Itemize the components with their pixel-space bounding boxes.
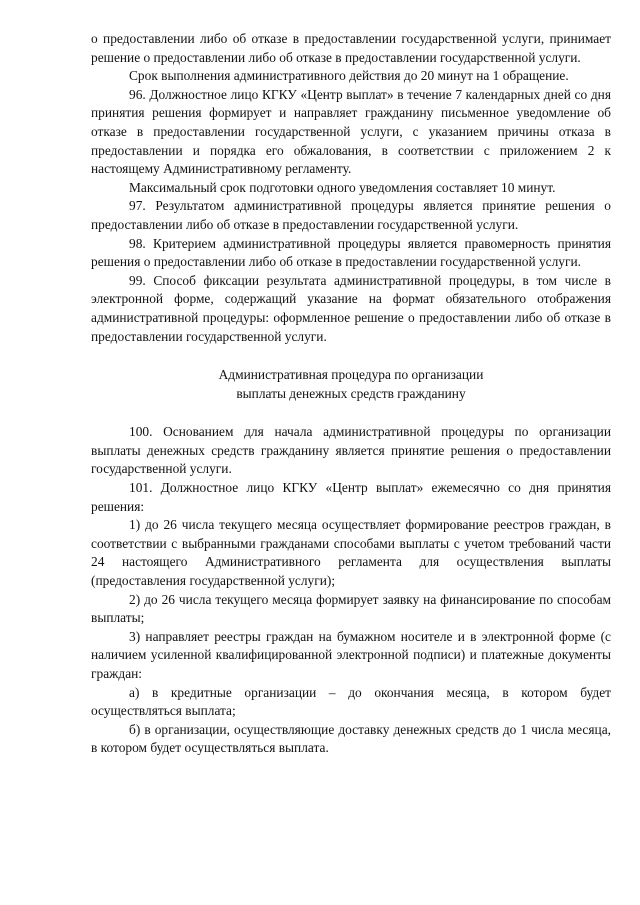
section-heading-line-1: Административная процедура по организации bbox=[218, 367, 484, 383]
paragraph-101: 101. Должностное лицо КГКУ «Центр выплат» ежемесячно со дня принятия решения: bbox=[91, 480, 611, 514]
paragraph-continuation: о предоставлении либо об отказе в предоставлении государственной услуги, принимает решение о предоставлении либо об отказе в предоставлении государственной услуги. bbox=[91, 31, 611, 65]
document-body bbox=[91, 30, 611, 758]
list-item-3b: б) в организации, осуществляющие доставку денежных средств до 1 числа месяца, в котором будет осуществляться выплата. bbox=[91, 721, 611, 756]
paragraph-100: 100. Основанием для начала административной процедуры по организации выплаты денежных средств гражданину является принятие решения о предоставлении государственной услуги. bbox=[91, 424, 611, 477]
list-item-2: 2) до 26 числа текущего месяца формирует заявку на финансирование по способам выплаты; bbox=[91, 591, 611, 626]
paragraph-96: 96. Должностное лицо КГКУ «Центр выплат» в течение 7 календарных дней со дня принятия решения формирует и направляет гражданину письменное уведомление об отказе в предоставлении государственной услуги, с указанием причины отказа в предоставлении и порядка его обжалования, в соответствии с приложением 2 к настоящему Административному регламенту. bbox=[91, 86, 611, 177]
paragraph-99: 99. Способ фиксации результата административной процедуры, в том числе в электронной форме, содержащий указание на формат обязательного отображения административной процедуры: оформленное решение о предоставлении либо об отказе в предоставлении государственной услуги. bbox=[91, 272, 611, 344]
list-item-3a: а) в кредитные организации – до окончания месяца, в котором будет осуществляться выплата; bbox=[91, 684, 611, 719]
list-item-3: 3) направляет реестры граждан на бумажном носителе и в электронной форме (с наличием усиленной квалифицированной электронной подписи) и платежные документы граждан: bbox=[91, 628, 611, 681]
paragraph-98: 98. Критерием административной процедуры является правомерность принятия решения о предоставлении либо об отказе в предоставлении государственной услуги. bbox=[91, 235, 611, 270]
list-item-1: 1) до 26 числа текущего месяца осуществляет формирование реестров граждан, в соответствии с выбранными гражданами способами выплаты с учетом требований части 24 настоящего Административного регламента для осуществления выплаты (предоставления государственной услуги); bbox=[91, 517, 611, 589]
paragraph-97: 97. Результатом административной процедуры является принятие решения о предоставлении либо об отказе в предоставлении государственной услуги. bbox=[91, 198, 611, 232]
paragraph-duration: Срок выполнения административного действия до 20 минут на 1 обращение. bbox=[129, 68, 569, 84]
section-heading-line-2: выплаты денежных средств гражданину bbox=[236, 385, 466, 401]
paragraph-max-time: Максимальный срок подготовки одного уведомления составляет 10 минут. bbox=[129, 179, 556, 195]
section-heading bbox=[91, 366, 611, 403]
